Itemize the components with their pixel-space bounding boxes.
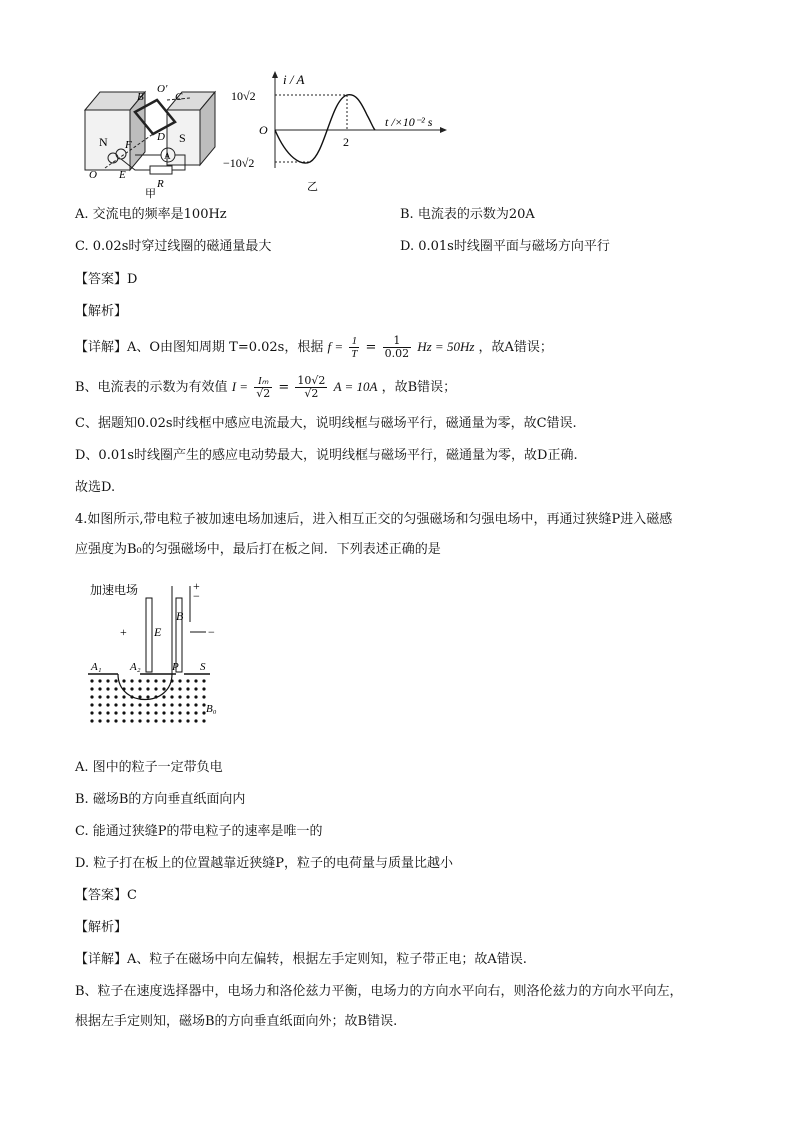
label-S: S bbox=[179, 131, 186, 145]
graph-xlabel: t /×10⁻² s bbox=[385, 115, 433, 129]
formula-frequency: f = $\frac{1}{T}$ = $\frac{1}{0.02}$ Hz = 50Hz bbox=[327, 334, 475, 360]
label-E: E bbox=[154, 625, 162, 639]
figure-mass-spectrometer bbox=[88, 578, 238, 728]
q4-answer: 【答案】C bbox=[75, 888, 137, 903]
q4-stem-1: 4.如图所示,带电粒子被加速电场加速后，进入相互正交的匀强磁场和匀强电场中，再通过狭缝P进入磁感 bbox=[75, 512, 673, 527]
q3-option-b: B. 电流表的示数为20A bbox=[400, 207, 535, 222]
label-plus-left: + bbox=[120, 625, 127, 639]
q3-detail-2-end: ，故B错误； bbox=[381, 380, 457, 395]
q4-option-b: B. 磁场B的方向垂直纸面向内 bbox=[75, 792, 246, 807]
label-B: B bbox=[176, 609, 184, 623]
q4-analysis-heading: 【解析】 bbox=[75, 920, 128, 935]
q4-detail-3: 根据左手定则知，磁场B的方向垂直纸面向外；故B错误. bbox=[75, 1014, 398, 1029]
q4-detail-1: 【详解】A、粒子在磁场中向左偏转，根据左手定则知，粒子带正电；故A错误. bbox=[75, 952, 527, 967]
label-C: C bbox=[175, 91, 183, 103]
q3-conclusion: 故选D. bbox=[75, 480, 116, 495]
dot-field bbox=[90, 679, 205, 722]
label-B: B bbox=[137, 91, 144, 103]
q3-analysis-heading: 【解析】 bbox=[75, 304, 128, 319]
label-F: F bbox=[125, 139, 132, 151]
label-minus-right: − bbox=[208, 625, 215, 639]
q3-option-d: D. 0.01s时线圈平面与磁场方向平行 bbox=[400, 239, 610, 254]
graph-origin: O bbox=[259, 123, 268, 137]
q3-option-c: C. 0.02s时穿过线圈的磁通量最大 bbox=[75, 239, 272, 254]
q4-stem-2: 应强度为B₀的匀强磁场中，最后打在板之间．下列表述正确的是 bbox=[75, 542, 441, 557]
graph-ytick-bottom: −10√2 bbox=[223, 156, 255, 170]
graph-ylabel: i / A bbox=[283, 72, 305, 87]
label-N: N bbox=[99, 135, 108, 149]
label-A-meter: A bbox=[164, 151, 171, 161]
q3-detail-4: D、0.01s时线圈产生的感应电动势最大，说明线框与磁场平行，磁通量为零，故D正确. bbox=[75, 448, 578, 463]
q4-option-c: C. 能通过狭缝P的带电粒子的速率是唯一的 bbox=[75, 824, 323, 839]
q3-detail-2-text: B、电流表的示数为有效值 bbox=[75, 380, 228, 395]
formula-effective-current: I = $\frac{\text{Iₘ}}{√2}$ = $\frac{10√2}{√2}$ A = 10A bbox=[231, 374, 378, 400]
q3-detail-1 bbox=[75, 334, 553, 360]
label-R: R bbox=[157, 178, 164, 190]
label-minus-top: − bbox=[193, 589, 200, 603]
q3-option-a: A. 交流电的频率是100Hz bbox=[75, 207, 227, 222]
label-D: D bbox=[157, 131, 165, 143]
graph-xtick: 2 bbox=[343, 135, 349, 149]
label-S: S bbox=[200, 661, 206, 673]
label-yi: 乙 bbox=[307, 181, 318, 193]
q4-option-d: D. 粒子打在板上的位置越靠近狭缝P，粒子的电荷量与质量比越小 bbox=[75, 856, 453, 871]
q3-answer: 【答案】D bbox=[75, 272, 138, 287]
figure-generator bbox=[75, 70, 475, 200]
label-accel: 加速电场 bbox=[90, 583, 139, 597]
graph-ytick-top: 10√2 bbox=[231, 89, 256, 103]
label-A2: A₂ bbox=[130, 661, 141, 673]
label-P: P bbox=[172, 661, 179, 673]
label-jia: 甲 bbox=[145, 188, 156, 200]
q4-detail-2: B、粒子在速度选择器中，电场力和洛伦兹力平衡，电场力的方向水平向右，则洛伦兹力的方向水平向左， bbox=[75, 984, 683, 999]
q3-detail-1-end: ，故A错误； bbox=[478, 340, 553, 355]
label-plus-top: + bbox=[193, 579, 200, 593]
generator-device bbox=[85, 92, 215, 174]
q3-detail-3: C、据题知0.02s时线框中感应电流最大，说明线框与磁场平行，磁通量为零，故C错误. bbox=[75, 416, 577, 431]
q3-detail-2 bbox=[75, 372, 456, 402]
q4-option-a: A. 图中的粒子一定带负电 bbox=[75, 760, 223, 775]
label-A1: A₁ bbox=[91, 661, 102, 673]
label-E: E bbox=[119, 169, 126, 181]
label-B0: B₀ bbox=[206, 703, 217, 715]
label-O-prime: O′ bbox=[157, 83, 168, 95]
label-O: O bbox=[89, 169, 97, 181]
q3-detail-1-text: 【详解】A、O由图知周期 T=0.02s，根据 bbox=[75, 340, 324, 355]
